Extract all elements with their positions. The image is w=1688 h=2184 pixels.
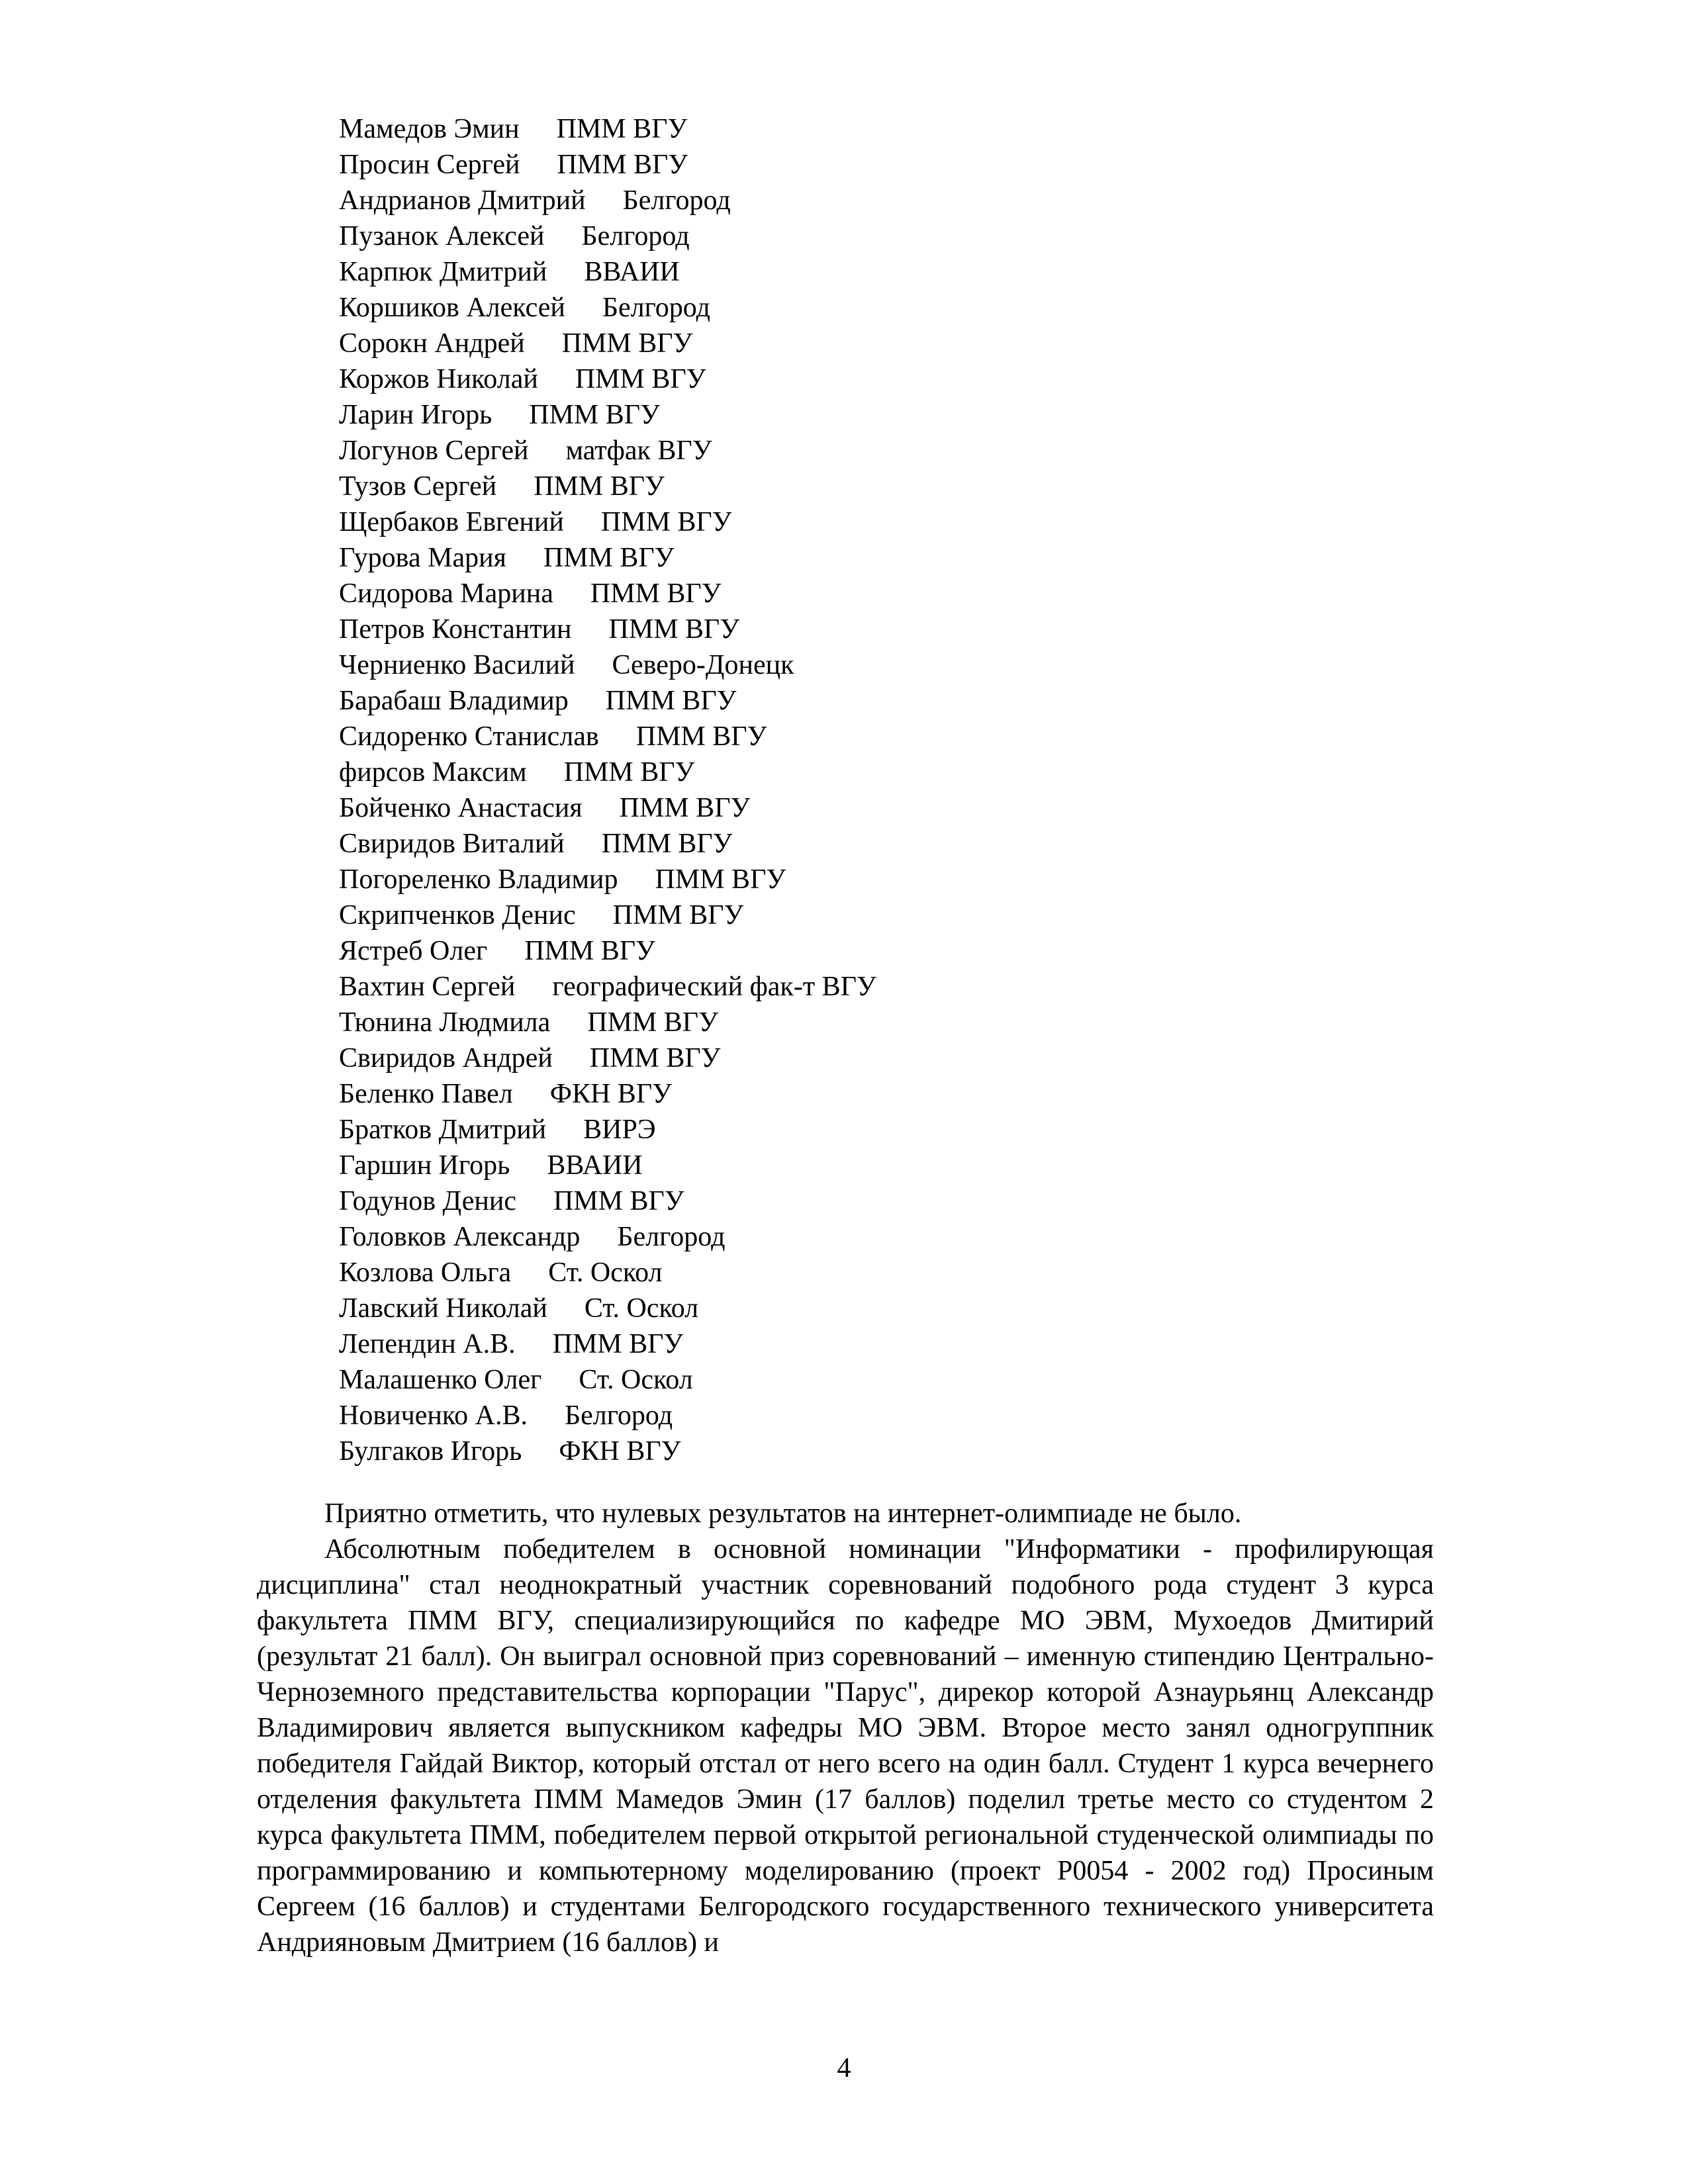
participant-organization: ПММ ВГУ bbox=[655, 864, 786, 895]
participant-row bbox=[339, 1291, 876, 1326]
participant-name: Вахтин Сергей bbox=[339, 972, 516, 1002]
participant-name: Свиридов Виталий bbox=[339, 829, 565, 859]
participant-row bbox=[339, 862, 876, 897]
participant-organization: ПММ ВГУ bbox=[552, 1329, 684, 1359]
participant-row bbox=[339, 540, 876, 576]
participant-name: Просин Сергей bbox=[339, 150, 520, 180]
participant-row bbox=[339, 111, 876, 147]
participant-row bbox=[339, 576, 876, 612]
participant-name: Щербаков Евгений bbox=[339, 507, 564, 537]
participant-row bbox=[339, 1362, 876, 1398]
participant-organization: ПММ ВГУ bbox=[557, 150, 688, 180]
participant-organization: Ст. Оскол bbox=[579, 1365, 693, 1395]
participant-name: Козлова Ольга bbox=[339, 1257, 512, 1288]
participant-organization: ФКН ВГУ bbox=[559, 1436, 681, 1467]
participant-organization: ПММ ВГУ bbox=[590, 578, 722, 609]
participant-row bbox=[339, 1255, 876, 1291]
page-number: 4 bbox=[837, 2053, 851, 2083]
participant-row bbox=[339, 1005, 876, 1040]
participant-row bbox=[339, 1183, 876, 1219]
participant-name: Лепендин А.В. bbox=[339, 1329, 516, 1359]
participant-row bbox=[339, 147, 876, 183]
participant-name: Свиридов Андрей bbox=[339, 1043, 553, 1073]
participant-organization: ВВАИИ bbox=[584, 257, 680, 287]
participant-name: Коршиков Алексей bbox=[339, 293, 565, 323]
participant-name: Карпюк Дмитрий bbox=[339, 257, 547, 287]
participant-organization: матфак ВГУ bbox=[565, 435, 712, 466]
participant-name: Малашенко Олег bbox=[339, 1365, 542, 1395]
participant-row bbox=[339, 1326, 876, 1362]
participant-name: Барабаш Владимир bbox=[339, 686, 569, 716]
participant-row bbox=[339, 1219, 876, 1255]
participant-name: Черниенко Василий bbox=[339, 650, 575, 680]
body-text bbox=[257, 1496, 1434, 1960]
participant-name: Мамедов Эмин bbox=[339, 114, 520, 144]
participant-organization: Северо-Донецк bbox=[612, 650, 794, 680]
participant-row bbox=[339, 647, 876, 683]
participant-row bbox=[339, 1148, 876, 1183]
participant-row bbox=[339, 683, 876, 719]
participant-row bbox=[339, 719, 876, 754]
participant-organization: ПММ ВГУ bbox=[619, 793, 751, 823]
participant-row bbox=[339, 790, 876, 826]
participant-row bbox=[339, 361, 876, 397]
participant-organization: ПММ ВГУ bbox=[563, 757, 695, 788]
participant-name: Новиченко А.В. bbox=[339, 1400, 528, 1431]
participant-organization: ПММ ВГУ bbox=[635, 721, 767, 752]
participant-row bbox=[339, 1076, 876, 1112]
participant-name: Коржов Николай bbox=[339, 364, 538, 394]
participant-name: Скрипченков Денис bbox=[339, 900, 576, 931]
participant-name: Булгаков Игорь bbox=[339, 1436, 522, 1467]
participant-organization: ПММ ВГУ bbox=[601, 829, 733, 859]
participant-organization: Белгород bbox=[617, 1222, 726, 1252]
participant-row bbox=[339, 1398, 876, 1433]
participant-name: фирсов Максим bbox=[339, 757, 527, 788]
participant-organization: географический фак-т ВГУ bbox=[552, 972, 876, 1002]
participant-organization: Белгород bbox=[622, 185, 731, 216]
participant-row bbox=[339, 504, 876, 540]
participant-row bbox=[339, 754, 876, 790]
participant-name: Тюнина Людмила bbox=[339, 1007, 551, 1038]
participant-name: Гурова Мария bbox=[339, 543, 506, 573]
participant-name: Головков Александр bbox=[339, 1222, 581, 1252]
participant-organization: ПММ ВГУ bbox=[612, 900, 744, 931]
participant-organization: Белгород bbox=[602, 293, 710, 323]
participant-organization: ПММ ВГУ bbox=[608, 614, 740, 645]
participant-name: Сидорова Марина bbox=[339, 578, 553, 609]
participant-name: Ястреб Олег bbox=[339, 936, 488, 966]
participant-name: Андрианов Дмитрий bbox=[339, 185, 586, 216]
participant-row bbox=[339, 969, 876, 1005]
participant-organization: ВИРЭ bbox=[583, 1115, 656, 1145]
participant-organization: Белгород bbox=[565, 1400, 673, 1431]
participant-row bbox=[339, 254, 876, 290]
participant-row bbox=[339, 218, 876, 254]
participant-name: Братков Дмитрий bbox=[339, 1115, 547, 1145]
participant-name: Лавский Николай bbox=[339, 1293, 547, 1324]
participant-name: Логунов Сергей bbox=[339, 435, 529, 466]
participant-name: Ларин Игорь bbox=[339, 400, 492, 430]
participant-row bbox=[339, 326, 876, 361]
participant-name: Сидоренко Станислав bbox=[339, 721, 599, 752]
participant-row bbox=[339, 826, 876, 862]
participant-name: Годунов Денис bbox=[339, 1186, 516, 1216]
participant-name: Тузов Сергей bbox=[339, 471, 497, 502]
participant-organization: ПММ ВГУ bbox=[600, 507, 732, 537]
participant-row bbox=[339, 1112, 876, 1148]
participant-name: Гаршин Игорь bbox=[339, 1150, 510, 1181]
participant-row bbox=[339, 183, 876, 218]
participant-organization: Ст. Оскол bbox=[584, 1293, 699, 1324]
participant-row bbox=[339, 397, 876, 433]
paragraph-no-zero-results: Приятно отметить, что нулевых результатов на интернет-олимпиаде не было. bbox=[324, 1498, 1242, 1529]
participant-organization: Ст. Оскол bbox=[548, 1257, 663, 1288]
participant-row bbox=[339, 1040, 876, 1076]
participant-organization: ПММ ВГУ bbox=[553, 1186, 684, 1216]
participant-row bbox=[339, 469, 876, 504]
participant-name: Бойченко Анастасия bbox=[339, 793, 583, 823]
participant-name: Беленко Павел bbox=[339, 1079, 513, 1109]
participant-organization: ПММ ВГУ bbox=[543, 543, 675, 573]
participant-organization: ПММ ВГУ bbox=[589, 1043, 721, 1073]
participant-list bbox=[339, 111, 876, 1469]
participant-organization: ПММ ВГУ bbox=[587, 1007, 718, 1038]
participant-organization: ФКН ВГУ bbox=[549, 1079, 672, 1109]
participant-organization: ВВАИИ bbox=[547, 1150, 643, 1181]
participant-organization: Белгород bbox=[581, 221, 690, 251]
participant-organization: ПММ ВГУ bbox=[534, 471, 665, 502]
participant-organization: ПММ ВГУ bbox=[524, 936, 655, 966]
participant-name: Погореленко Владимир bbox=[339, 864, 618, 895]
paragraph-winners: Абсолютным победителем в основной номинации "Информатики - профилирующая дисциплина" стал неоднократный участник соревнований подобного рода студент 3 курса факультета ПММ ВГУ, специализирующийся по кафедре МО ЭВМ, Мухоедов Дмитирий (результат 21 балл). Он выиграл основной приз соревнований – именную стипендию Центрально-Черноземного представительства корпорации "Парус", дирекор которой Азнаурьянц Александр Владимирович является выпускником кафедры МО ЭВМ. Второе место занял одногруппник победителя Гайдай Виктор, который отстал от него всего на один балл. Студент 1 курса вечернего отделения факультета ПММ Мамедов Эмин (17 баллов) поделил третье место со студентом 2 курса факультета ПММ, победителем первой открытой региональной студенческой олимпиады по программированию и компьютерному моделированию (проект Р0054 - 2002 год) Просиным Сергеем (16 баллов) и студентами Белгородского государственного технического университета Андрияновым Дмитрием (16 баллов) и bbox=[257, 1534, 1434, 1958]
participant-row bbox=[339, 290, 876, 326]
participant-name: Сорокн Андрей bbox=[339, 328, 525, 359]
participant-name: Пузанок Алексей bbox=[339, 221, 545, 251]
participant-row bbox=[339, 433, 876, 469]
participant-row bbox=[339, 1433, 876, 1469]
participant-row bbox=[339, 933, 876, 969]
participant-organization: ПММ ВГУ bbox=[561, 328, 693, 359]
participant-organization: ПММ ВГУ bbox=[529, 400, 660, 430]
participant-row bbox=[339, 612, 876, 647]
participant-organization: ПММ ВГУ bbox=[575, 364, 706, 394]
participant-organization: ПММ ВГУ bbox=[605, 686, 737, 716]
participant-row bbox=[339, 897, 876, 933]
participant-name: Петров Константин bbox=[339, 614, 572, 645]
participant-organization: ПММ ВГУ bbox=[556, 114, 688, 144]
